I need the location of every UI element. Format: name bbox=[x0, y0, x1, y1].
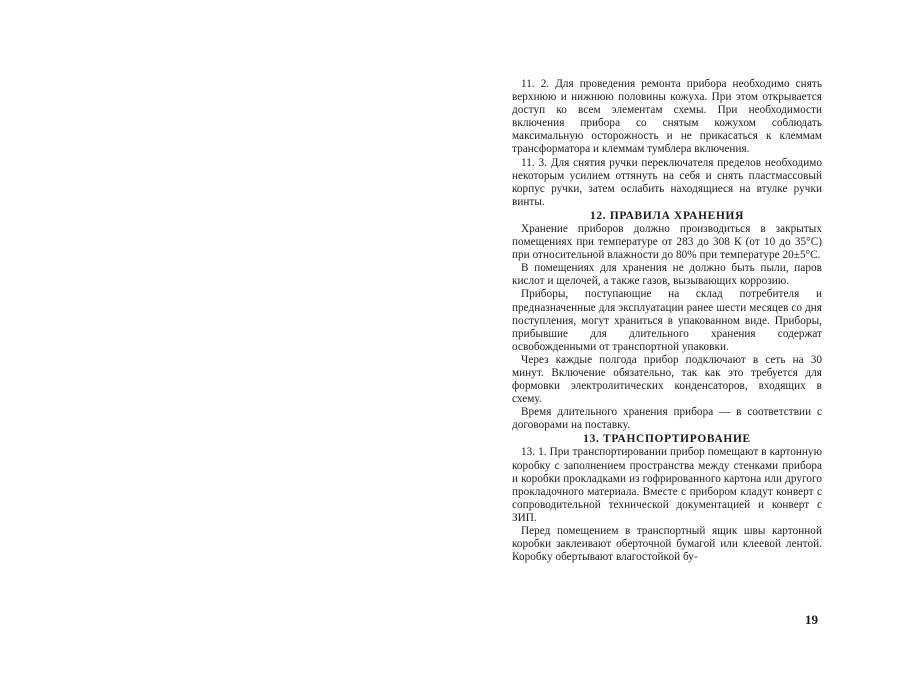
storage-paragraph-2: В помещениях для хранения не должно быть пыли, паров кислот и щелочей, а также газов, вызывающих коррозию. bbox=[512, 262, 822, 288]
storage-paragraph-5: Время длительного хранения прибора — в соответствии с договорами на поставку. bbox=[512, 406, 822, 432]
transport-paragraph-1: 13. 1. При транспортировании прибор помещают в картонную коробку с заполнением пространства между стенками прибора и коробки прокладками из гофрированного картона или другого прокладочного материала. Вместе с прибором кладут конверт с сопроводительной технической документацией и конверт с ЗИП. bbox=[512, 446, 822, 524]
storage-paragraph-4: Через каждые полгода прибор подключают в сеть на 30 минут. Включение обязательно, так как это требуется для формовки электролитических конденсаторов, входящих в схему. bbox=[512, 353, 822, 406]
section-12-heading: 12. ПРАВИЛА ХРАНЕНИЯ bbox=[589, 209, 745, 222]
left-blank-page bbox=[0, 0, 440, 682]
storage-paragraph-3: Приборы, поступающие на склад потребителя и предназначенные для эксплуатации ранее шести месяцев со дня поступления, могут храниться в упакованном виде. Приборы, прибывшие для длительного хранения содержат освобожденными от транспортной упаковки. bbox=[512, 288, 822, 353]
transport-paragraph-2: Перед помещением в транспортный ящик швы картонной коробки заклеивают оберточной бумагой или клеевой лентой. Коробку обертывают влагостойкой бу- bbox=[512, 525, 822, 564]
page-number: 19 bbox=[805, 612, 818, 627]
paragraph-11-3: 11. 3. Для снятия ручки переключателя пределов необходимо некоторым усилием оттянуть на себя и снять пластмассовый корпус ручки, затем ослабить находящиеся на втулке ручки винты. bbox=[512, 156, 822, 208]
page-text-block bbox=[512, 78, 822, 564]
storage-paragraph-1: Хранение приборов должно производиться в закрытых помещениях при температуре от 283 до 308 К (от 10 до 35°С) при относительной влажности до 80% при температуре 20±5°С. bbox=[512, 222, 822, 262]
section-13-heading: 13. ТРАНСПОРТИРОВАНИЕ bbox=[583, 433, 751, 446]
paragraph-11-2: 11. 2. Для проведения ремонта прибора необходимо снять верхнюю и нижнюю половины кожуха. При этом открывается доступ ко всем элементам схемы. При необходимости включения прибора со снятым кожухом соблюдать максимальную осторожность и не прикасаться к клеммам трансформатора и клеммам тумблера включения. bbox=[512, 78, 822, 156]
